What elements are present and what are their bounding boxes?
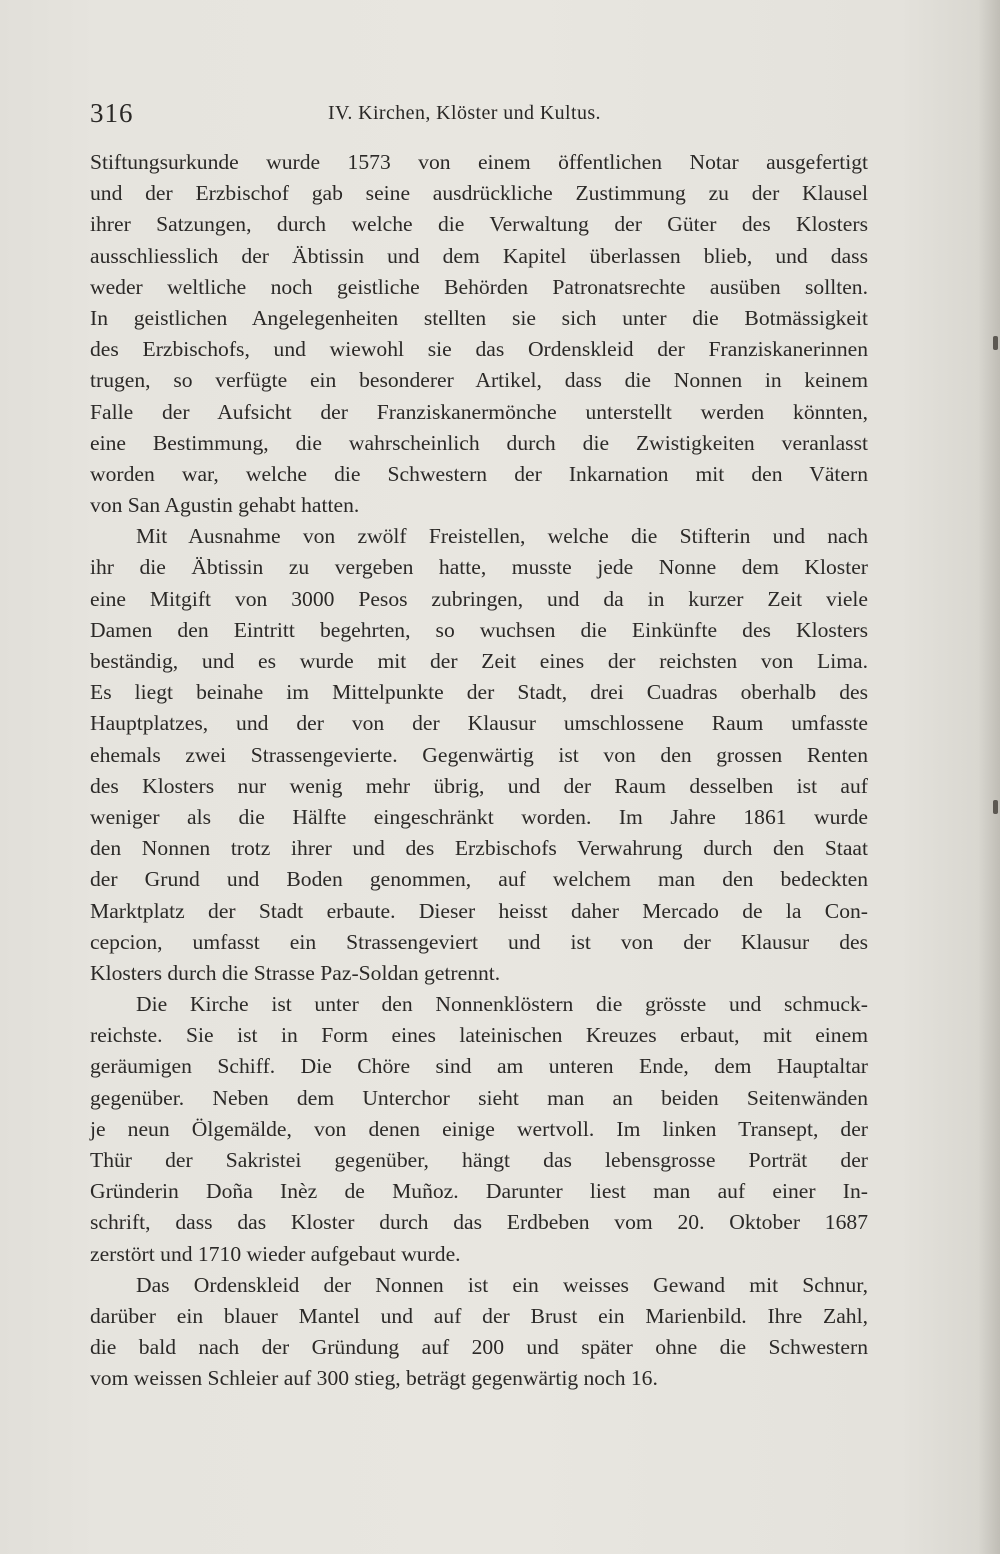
text-line: reichste. Sie ist in Form eines lateinischen Kreuzes erbaut, mit einem <box>90 1023 868 1048</box>
text-line: Das Ordenskleid der Nonnen ist ein weisses Gewand mit Schnur, <box>136 1272 868 1297</box>
text-line: und der Erzbischof gab seine ausdrückliche Zustimmung zu der Klausel <box>90 181 868 206</box>
text-line: ihr die Äbtissin zu vergeben hatte, musste jede Nonne dem Kloster <box>90 555 868 580</box>
text-line: In geistlichen Angelegenheiten stellten sie sich unter die Botmässigkeit <box>90 305 868 330</box>
text-line: weder weltliche noch geistliche Behörden Patronatsrechte ausüben sollten. <box>90 274 868 299</box>
text-line: trugen, so verfügte ein besonderer Artikel, dass die Nonnen in keinem <box>90 368 868 393</box>
text-line: ausschliesslich der Äbtissin und dem Kapitel überlassen blieb, und dass <box>90 243 868 268</box>
text-line: eine Mitgift von 3000 Pesos zubringen, und da in kurzer Zeit viele <box>90 586 868 611</box>
text-line: Es liegt beinahe im Mittelpunkte der Stadt, drei Cuadras oberhalb des <box>90 680 868 705</box>
margin-speck <box>993 800 998 814</box>
text-line: worden war, welche die Schwestern der Inkarnation mit den Vätern <box>90 461 868 486</box>
text-line: gegenüber. Neben dem Unterchor sieht man an beiden Seitenwänden <box>90 1085 868 1110</box>
running-header <box>90 96 870 130</box>
text-line: des Klosters nur wenig mehr übrig, und der Raum desselben ist auf <box>90 773 868 798</box>
text-line: vom weissen Schleier auf 300 stieg, beträgt gegenwärtig noch 16. <box>90 1366 658 1391</box>
paragraph <box>90 989 868 1270</box>
page-edge-shadow <box>978 0 1000 1554</box>
text-line: geräumigen Schiff. Die Chöre sind am unteren Ende, dem Hauptaltar <box>90 1054 868 1079</box>
section-title: IV. Kirchen, Klöster und Kultus. <box>328 102 601 124</box>
text-line: Klosters durch die Strasse Paz-Soldan getrennt. <box>90 960 501 985</box>
text-line: je neun Ölgemälde, von denen einige wertvoll. Im linken Transept, der <box>90 1116 868 1141</box>
text-line: schrift, dass das Kloster durch das Erdbeben vom 20. Oktober 1687 <box>90 1210 868 1235</box>
text-line: Gründerin Doña Inèz de Muñoz. Darunter liest man auf einer In- <box>90 1179 868 1204</box>
text-line: Mit Ausnahme von zwölf Freistellen, welche die Stifterin und nach <box>136 524 868 549</box>
text-line: Stiftungsurkunde wurde 1573 von einem öffentlichen Notar ausgefertigt <box>90 150 868 174</box>
text-line: von San Agustin gehabt hatten. <box>90 493 360 518</box>
text-line: cepcion, umfasst ein Strassengeviert und ist von der Klausur des <box>90 929 868 954</box>
text-line: die bald nach der Gründung auf 200 und später ohne die Schwestern <box>90 1335 868 1360</box>
page-number: 316 <box>90 98 134 128</box>
text-line: beständig, und es wurde mit der Zeit eines der reichsten von Lima. <box>90 649 868 673</box>
text-line: ihrer Satzungen, durch welche die Verwaltung der Güter des Klosters <box>90 212 868 237</box>
text-line: Die Kirche ist unter den Nonnenklöstern die grösste und schmuck- <box>136 992 868 1017</box>
text-line: den Nonnen trotz ihrer und des Erzbischofs Verwahrung durch den Staat <box>90 836 868 861</box>
text-line: der Grund und Boden genommen, auf welchem man den bedeckten <box>90 867 868 892</box>
paragraph <box>90 521 868 989</box>
text-line: darüber ein blauer Mantel und auf der Brust ein Marienbild. Ihre Zahl, <box>90 1303 868 1328</box>
text-line: weniger als die Hälfte eingeschränkt worden. Im Jahre 1861 wurde <box>90 804 868 829</box>
text-line: Hauptplatzes, und der von der Klausur umschlossene Raum umfasste <box>90 711 868 736</box>
text-line: zerstört und 1710 wieder aufgebaut wurde. <box>90 1241 461 1266</box>
text-line: Marktplatz der Stadt erbaute. Dieser heisst daher Mercado de la Con- <box>90 898 868 923</box>
text-line: des Erzbischofs, und wiewohl sie das Ordenskleid der Franziskanerinnen <box>90 337 868 362</box>
text-line: ehemals zwei Strassengevierte. Gegenwärtig ist von den grossen Renten <box>90 742 868 767</box>
text-line: eine Bestimmung, die wahrscheinlich durch die Zwistigkeiten veranlasst <box>90 430 868 455</box>
paragraph <box>90 1270 868 1395</box>
paragraph <box>90 147 868 521</box>
text-line: Damen den Eintritt begehrten, so wuchsen die Einkünfte des Klosters <box>90 617 868 642</box>
text-line: Thür der Sakristei gegenüber, hängt das lebensgrosse Porträt der <box>90 1148 868 1172</box>
body-text <box>90 147 868 1395</box>
margin-speck <box>993 336 998 350</box>
text-line: Falle der Aufsicht der Franziskanermönche unterstellt werden könnten, <box>90 399 868 424</box>
